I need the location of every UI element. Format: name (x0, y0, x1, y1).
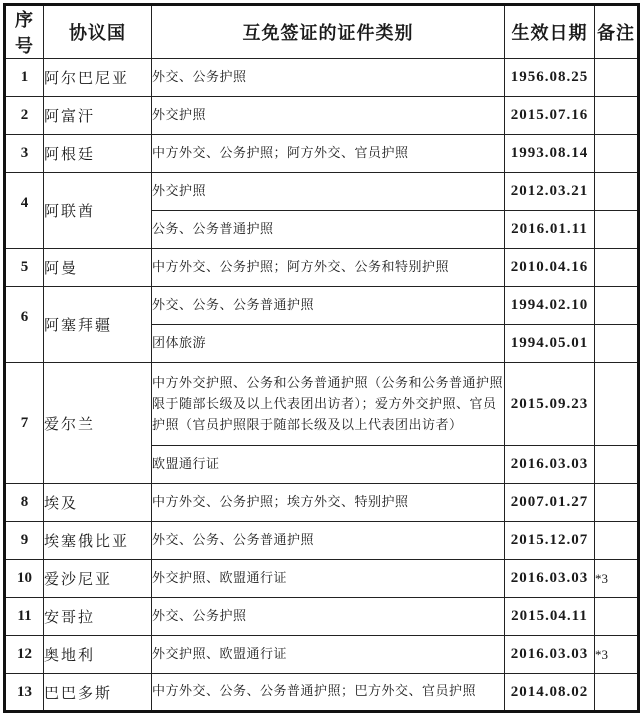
country-name: 埃塞俄比亚 (44, 522, 152, 560)
passport-type: 外交、公务护照 (152, 59, 505, 97)
passport-type: 外交护照 (152, 97, 505, 135)
effective-date: 2007.01.27 (505, 484, 595, 522)
row-number: 10 (5, 560, 44, 598)
remark (595, 287, 639, 325)
effective-date: 2014.08.02 (505, 674, 595, 712)
header-no: 序号 (5, 5, 44, 59)
effective-date: 2015.09.23 (505, 363, 595, 446)
remark (595, 325, 639, 363)
passport-type: 中方外交、公务护照；阿方外交、官员护照 (152, 135, 505, 173)
remark (595, 97, 639, 135)
passport-type: 外交、公务、公务普通护照 (152, 287, 505, 325)
row-number: 5 (5, 249, 44, 287)
remark (595, 446, 639, 484)
row-number: 7 (5, 363, 44, 484)
row-number: 12 (5, 636, 44, 674)
passport-type: 欧盟通行证 (152, 446, 505, 484)
country-name: 阿尔巴尼亚 (44, 59, 152, 97)
country-name: 安哥拉 (44, 598, 152, 636)
country-name: 爱沙尼亚 (44, 560, 152, 598)
passport-type: 外交、公务、公务普通护照 (152, 522, 505, 560)
table-row (5, 97, 639, 135)
passport-type: 外交护照、欧盟通行证 (152, 560, 505, 598)
table-row (5, 560, 639, 598)
passport-type: 中方外交护照、公务和公务普通护照（公务和公务普通护照限于随部长级及以上代表团出访者）；爱方外交护照、官员护照（官员护照限于随部长级及以上代表团出访者） (152, 363, 505, 446)
remark: *3 (595, 560, 639, 598)
passport-type: 中方外交、公务、公务普通护照；巴方外交、官员护照 (152, 674, 505, 712)
remark (595, 522, 639, 560)
passport-type: 团体旅游 (152, 325, 505, 363)
country-name: 阿曼 (44, 249, 152, 287)
table-row (5, 636, 639, 674)
country-name: 埃及 (44, 484, 152, 522)
country-name: 奥地利 (44, 636, 152, 674)
country-name: 巴巴多斯 (44, 674, 152, 712)
header-passport-type: 互免签证的证件类别 (152, 5, 505, 59)
header-effective-date: 生效日期 (505, 5, 595, 59)
passport-type: 公务、公务普通护照 (152, 211, 505, 249)
country-name: 阿塞拜疆 (44, 287, 152, 363)
table-row (5, 484, 639, 522)
country-name: 阿富汗 (44, 97, 152, 135)
effective-date: 2016.01.11 (505, 211, 595, 249)
row-number: 13 (5, 674, 44, 712)
effective-date: 2015.04.11 (505, 598, 595, 636)
effective-date: 2015.12.07 (505, 522, 595, 560)
table-row (5, 59, 639, 97)
visa-exemption-table (3, 3, 640, 713)
row-number: 3 (5, 135, 44, 173)
effective-date: 2012.03.21 (505, 173, 595, 211)
remark (595, 59, 639, 97)
row-number: 6 (5, 287, 44, 363)
table-row (5, 363, 639, 446)
country-name: 阿根廷 (44, 135, 152, 173)
table-row (5, 173, 639, 211)
effective-date: 2015.07.16 (505, 97, 595, 135)
row-number: 9 (5, 522, 44, 560)
header-country: 协议国 (44, 5, 152, 59)
effective-date: 1994.02.10 (505, 287, 595, 325)
effective-date: 2010.04.16 (505, 249, 595, 287)
remark (595, 135, 639, 173)
table-row (5, 522, 639, 560)
table-row (5, 598, 639, 636)
remark (595, 211, 639, 249)
country-name: 阿联酋 (44, 173, 152, 249)
effective-date: 2016.03.03 (505, 446, 595, 484)
row-number: 4 (5, 173, 44, 249)
remark (595, 363, 639, 446)
passport-type: 外交、公务护照 (152, 598, 505, 636)
table-row (5, 135, 639, 173)
table-row (5, 249, 639, 287)
remark: *3 (595, 636, 639, 674)
country-name: 爱尔兰 (44, 363, 152, 484)
effective-date: 1994.05.01 (505, 325, 595, 363)
remark (595, 598, 639, 636)
effective-date: 2016.03.03 (505, 560, 595, 598)
passport-type: 中方外交、公务护照；阿方外交、公务和特别护照 (152, 249, 505, 287)
effective-date: 2016.03.03 (505, 636, 595, 674)
passport-type: 外交护照、欧盟通行证 (152, 636, 505, 674)
remark (595, 484, 639, 522)
row-number: 2 (5, 97, 44, 135)
table-row (5, 287, 639, 325)
effective-date: 1956.08.25 (505, 59, 595, 97)
row-number: 11 (5, 598, 44, 636)
remark (595, 173, 639, 211)
header-remarks: 备注 (595, 5, 639, 59)
row-number: 1 (5, 59, 44, 97)
remark (595, 249, 639, 287)
effective-date: 1993.08.14 (505, 135, 595, 173)
passport-type: 中方外交、公务护照；埃方外交、特别护照 (152, 484, 505, 522)
header-row (5, 5, 639, 59)
passport-type: 外交护照 (152, 173, 505, 211)
row-number: 8 (5, 484, 44, 522)
